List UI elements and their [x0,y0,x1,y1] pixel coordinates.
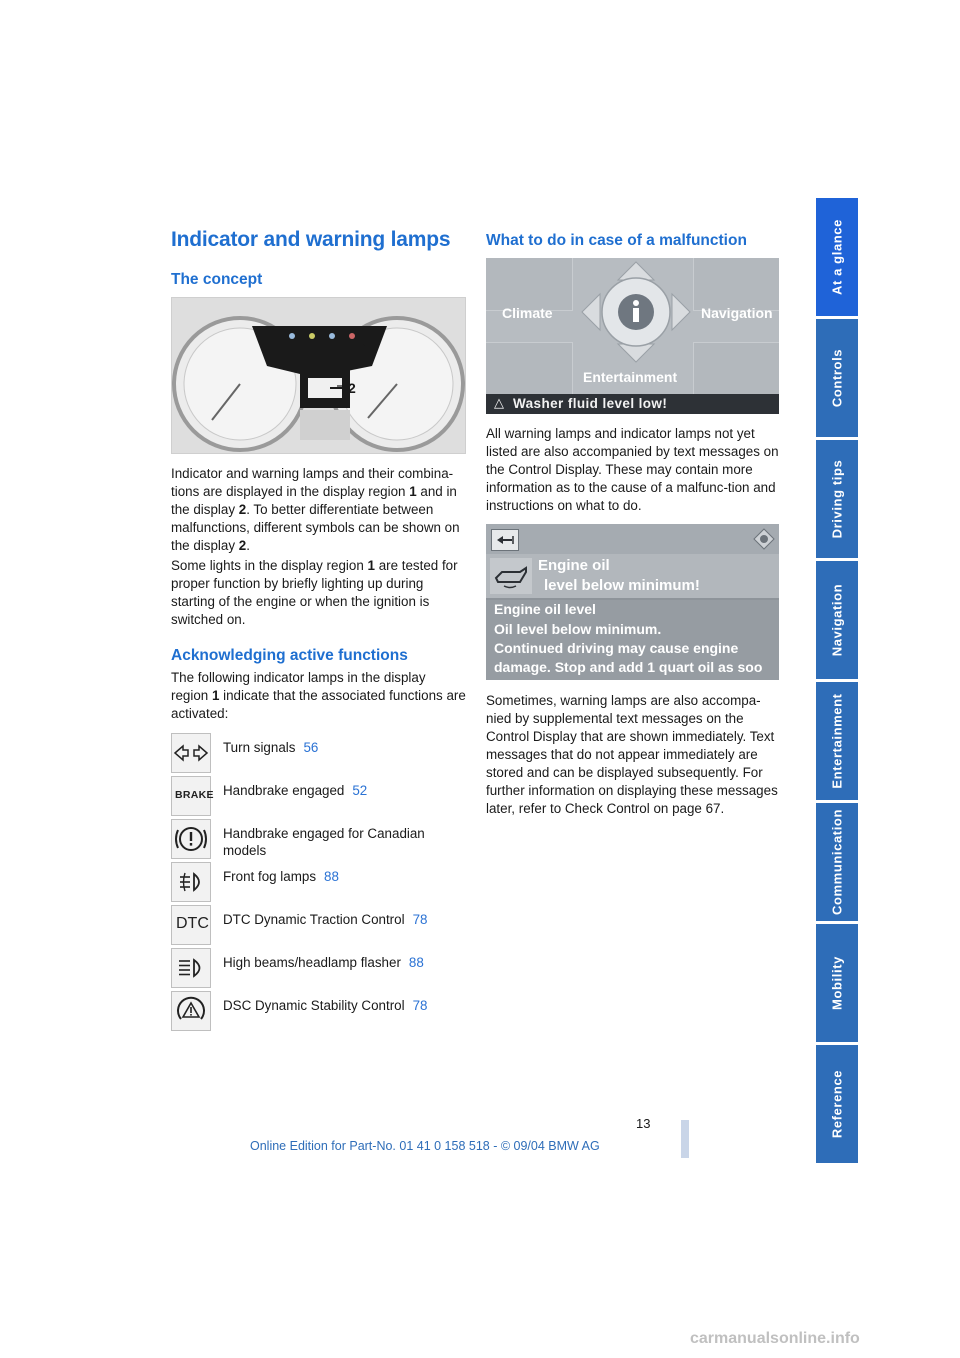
instrument-cluster-drawing [172,298,465,453]
concept-paragraph-2: Some lights in the display region 1 are tested for proper function by briefly lighting up during starting of the engine or when the ignition is switched on. [171,558,458,627]
indicator-row-handbrake [171,776,456,816]
section-tabs [816,198,858,1166]
menu-item-navigation[interactable]: Navigation [701,305,773,321]
watermark: carmanualsonline.info [690,1330,860,1347]
dsc-icon [171,991,211,1031]
tab-mobility[interactable]: Mobility [816,924,858,1042]
page-ref-link[interactable]: 56 [303,740,319,755]
warning-message: Washer fluid level low! [513,396,668,411]
malfunction-paragraph-1: All warning lamps and indicator lamps not yet listed are also accompanied by text messages on the Control Display. These may contain more information as to the cause of a malfunc-tion and instructions on what to do. [486,426,779,513]
page-ref-link[interactable]: 88 [408,955,424,970]
control-display-screen-2 [486,524,779,680]
callout-label-1: 1 [362,340,370,356]
back-button[interactable] [491,529,519,551]
message-detail-3: Continued driving may cause engine [494,640,739,656]
indicator-row-dtc [171,905,456,945]
callout-line-2 [330,387,344,389]
indicator-row-fog [171,862,456,902]
indicator-row-high-beam [171,948,456,988]
tab-at-a-glance[interactable]: At a glance [816,198,858,316]
message-detail-2: Oil level below minimum. [494,621,662,637]
menu-item-entertainment[interactable]: Entertainment [583,369,678,385]
tab-controls[interactable]: Controls [816,319,858,437]
tab-communication[interactable]: Communication [816,803,858,921]
tab-driving-tips[interactable]: Driving tips [816,440,858,558]
instrument-cluster-image [171,297,466,454]
page-ref-link[interactable]: 78 [412,998,428,1013]
high-beam-icon [171,948,211,988]
callout-line-1 [335,346,363,348]
tab-navigation[interactable]: Navigation [816,561,858,679]
fog-lamp-icon [171,862,211,902]
footer-bar [681,1120,689,1158]
indicator-label: DSC Dynamic Stability Control 78 [223,998,428,1013]
warning-triangle-icon: △ [494,395,504,410]
tab-entertainment[interactable]: Entertainment [816,682,858,800]
page-title: Indicator and warning lamps [171,228,451,251]
tab-reference[interactable]: Reference [816,1045,858,1163]
indicator-row-turn-signals [171,733,456,773]
indicator-label: Front fog lamps 88 [223,869,339,884]
callout-label-2: 2 [348,380,356,396]
message-detail-4: damage. Stop and add 1 quart oil as soo [494,659,763,675]
info-icon[interactable] [753,528,775,550]
message-title-line-1: Engine oil [538,557,610,574]
page-number: 13 [636,1116,651,1131]
brake-circle-icon [171,819,211,859]
controller-dial-icon [580,260,692,364]
indicator-label: High beams/headlamp flasher 88 [223,955,424,970]
page-ref-link[interactable]: 52 [352,783,368,798]
indicator-row-dsc [171,991,456,1031]
footer-edition-note: Online Edition for Part-No. 01 41 0 158 518 - © 09/04 BMW AG [250,1139,600,1153]
malfunction-paragraph-2: Sometimes, warning lamps are also accompa-nied by supplemental text messages on the Control Display that are shown immediately. Text messages that do not appear immediately are stored and can be displayed subsequently. For further information on displaying these messages later, refer to Check Control on page 67. [486,693,778,816]
section-title-ack: Acknowledging active functions [171,647,408,664]
indicator-label: Turn signals 56 [223,740,319,755]
page-ref-link[interactable]: 78 [412,912,428,927]
ack-paragraph: The following indicator lamps in the display region 1 indicate that the associated functions are activated: [171,670,466,721]
indicator-row-handbrake-canada [171,819,456,859]
back-arrow-icon [492,530,518,550]
section-title-malfunction: What to do in case of a malfunction [486,232,747,249]
brake-text-icon: BRAKE [171,776,211,816]
message-detail-1: Engine oil level [494,601,596,617]
page-ref-link[interactable]: 88 [324,869,339,884]
menu-item-climate[interactable]: Climate [502,305,553,321]
indicator-label: DTC Dynamic Traction Control 78 [223,912,428,927]
dtc-icon: DTC [171,905,211,945]
indicator-label: Handbrake engaged 52 [223,783,368,798]
control-display-screen-1 [486,258,779,414]
oil-can-icon [490,558,532,594]
message-title-line-2: level below minimum! [544,577,700,594]
concept-paragraph-1: Indicator and warning lamps and their combina-tions are displayed in the display region 1 and in the display 2. To better differentiate between malfunctions, different symbols can be shown on the display 2. [171,466,460,553]
indicator-label: Handbrake engaged for Canadian models [223,826,425,858]
section-title-concept: The concept [171,271,263,288]
turn-signal-icon [171,733,211,773]
